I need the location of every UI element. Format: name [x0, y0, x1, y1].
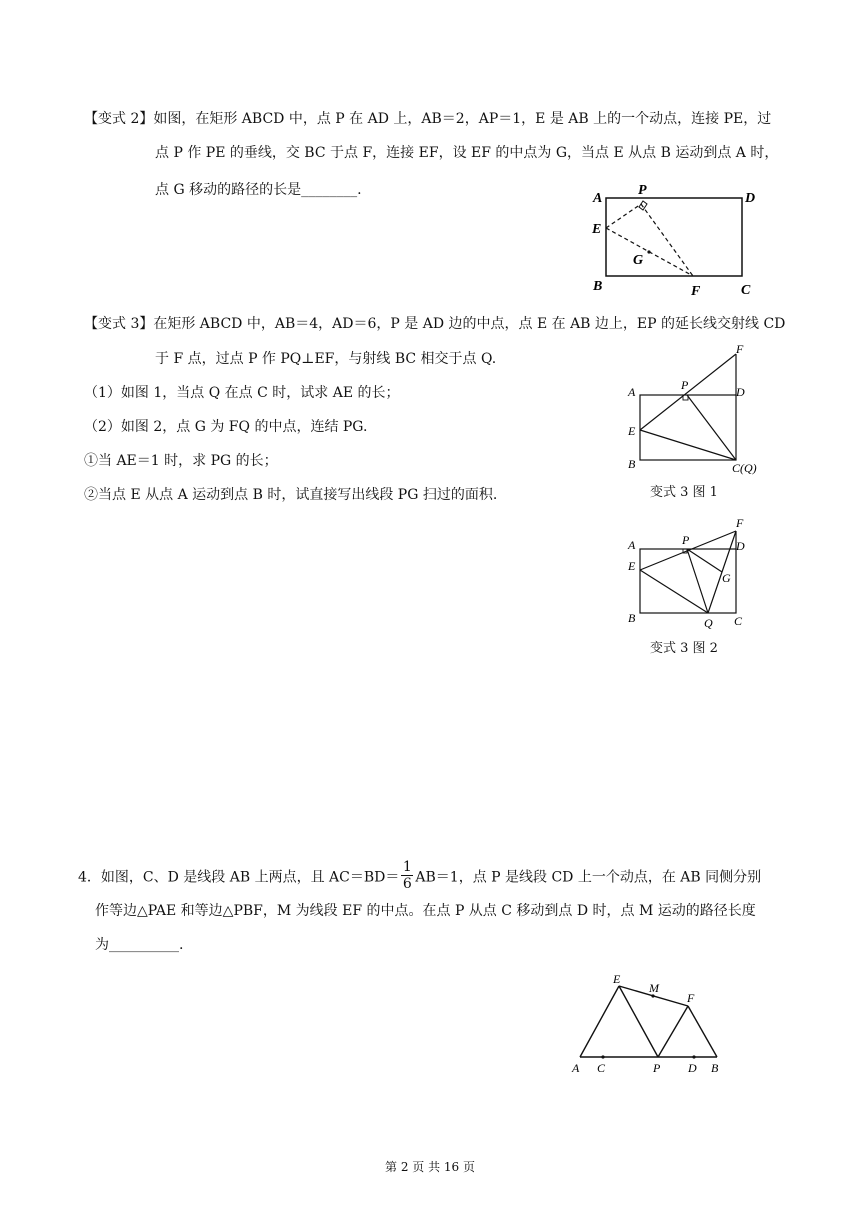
v3f2-label-a: A: [628, 538, 636, 552]
v3f1-label-f: F: [736, 342, 744, 356]
v3-figure-1: [620, 340, 770, 480]
v3-question-2b: ②当点 E 从点 A 运动到点 B 时，试直接写出线段 PG 扫过的面积.: [84, 487, 498, 503]
v3f2-label-d: D: [736, 539, 745, 553]
v2-label-e: E: [592, 222, 602, 237]
v3f1-label-d: D: [736, 385, 745, 399]
v3f2-label-p: P: [682, 533, 690, 547]
v2-label-p: P: [638, 183, 647, 198]
v3f2-label-e: E: [628, 559, 636, 573]
v3-line-2: 于 F 点，过点 P 作 PQ⊥EF，与射线 BC 相交于点 Q.: [155, 351, 497, 367]
v3f2-label-f: F: [736, 516, 744, 530]
p4-label-d: D: [688, 1061, 697, 1075]
v2-label-b: B: [593, 279, 603, 294]
v3-question-1: （1）如图 1，当点 Q 在点 C 时，试求 AE 的长；: [84, 385, 400, 401]
page-footer: 第 2 页 共 16 页: [385, 1160, 475, 1174]
v2-line-3: 点 G 移动的路径的长是________.: [155, 182, 362, 198]
v2-label-c: C: [741, 283, 751, 298]
v2-label-f: F: [691, 284, 701, 299]
p4-label-a: A: [572, 1061, 580, 1075]
p4-label-e: E: [613, 972, 621, 986]
v3f2-label-g: G: [722, 571, 731, 585]
p4-label-p: P: [653, 1061, 661, 1075]
p4-label-b: B: [711, 1061, 719, 1075]
v3-figure-2: [620, 512, 770, 632]
p4-label-f: F: [687, 991, 695, 1005]
v3-figure-1-caption: 变式 3 图 1: [650, 485, 718, 500]
v3-figure-2-caption: 变式 3 图 2: [650, 641, 718, 656]
v3f1-label-cq: C(Q): [732, 461, 757, 475]
v3f1-label-b: B: [628, 457, 636, 471]
p4-line-1-a: 4．如图，C、D 是线段 AB 上两点，且 AC＝BD＝: [78, 869, 400, 886]
v3f2-label-b: B: [628, 611, 636, 625]
p4-figure: [565, 965, 735, 1080]
v2-line-1: 【变式 2】如图，在矩形 ABCD 中，点 P 在 AD 上，AB＝2，AP＝1，E 是 AB 上的一个动点，连接 PE，过: [84, 111, 772, 127]
p4-line-3: 为__________.: [95, 937, 184, 953]
p4-line-2: 作等边△PAE 和等边△PBF，M 为线段 EF 的中点。在点 P 从点 C 移动到点 D 时，点 M 运动的路径长度: [95, 903, 756, 919]
v2-label-g: G: [633, 253, 644, 268]
v3f1-label-p: P: [681, 378, 689, 392]
v3f2-label-q: Q: [704, 616, 713, 630]
fraction-denominator: 6: [402, 876, 412, 892]
v3-line-1: 【变式 3】在矩形 ABCD 中，AB＝4，AD＝6，P 是 AD 边的中点，点 E 在 AB 边上，EP 的延长线交射线 CD: [84, 316, 786, 332]
v3f2-label-c: C: [734, 614, 743, 628]
v3-question-2: （2）如图 2，点 G 为 FQ 的中点，连结 PG.: [84, 419, 368, 435]
v2-label-d: D: [745, 191, 756, 206]
v2-label-a: A: [593, 191, 603, 206]
v3f1-label-a: A: [628, 385, 636, 399]
v2-line-2: 点 P 作 PE 的垂线，交 BC 于点 F，连接 EF，设 EF 的中点为 G，当点 E 从点 B 运动到点 A 时，: [155, 145, 779, 161]
p4-line-1: [78, 861, 761, 894]
fraction-numerator: 1: [402, 859, 412, 875]
v2-figure: [585, 180, 765, 300]
p4-line-1-b: AB＝1，点 P 是线段 CD 上一个动点，在 AB 同侧分别: [415, 869, 762, 886]
v3f1-label-e: E: [628, 424, 636, 438]
p4-label-m: M: [649, 981, 659, 995]
p4-label-c: C: [597, 1061, 606, 1075]
v3-question-2a: ①当 AE＝1 时，求 PG 的长；: [84, 453, 278, 469]
fraction-one-sixth: [401, 859, 413, 892]
